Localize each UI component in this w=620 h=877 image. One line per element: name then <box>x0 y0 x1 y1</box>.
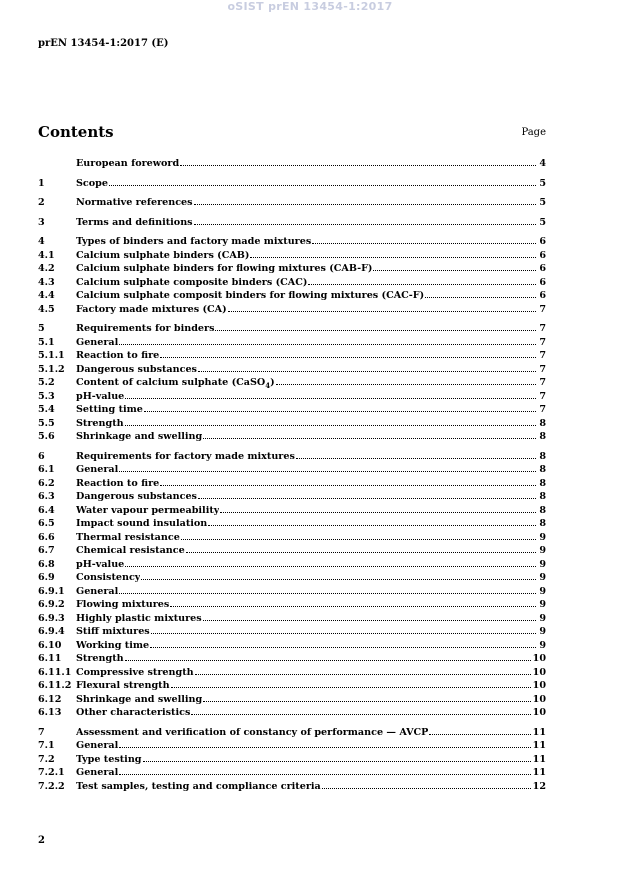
toc-entry[interactable] <box>38 196 546 210</box>
toc-entry[interactable] <box>38 726 546 740</box>
toc-entry-number: 4.2 <box>38 263 55 274</box>
toc-entry-page: 6 <box>539 290 546 301</box>
toc-entry-number: 5.2 <box>38 377 55 388</box>
toc-entry[interactable] <box>38 780 546 794</box>
toc-entry-title: Reaction to fire <box>76 350 160 361</box>
dot-leader <box>150 646 536 648</box>
toc-entry[interactable] <box>38 249 546 263</box>
toc-entry[interactable] <box>38 322 546 336</box>
toc-entry-title: General <box>76 585 119 597</box>
toc-entry[interactable] <box>38 490 546 504</box>
toc-entry-page: 8 <box>539 417 546 429</box>
toc-entry[interactable] <box>38 666 546 680</box>
toc-entry-title: General <box>76 464 119 475</box>
toc-entry-page: 10 <box>532 707 546 718</box>
toc-entry-number: 6.2 <box>38 477 55 489</box>
toc-entry-number: 5.3 <box>38 390 55 402</box>
toc-entry-title: General <box>76 767 119 778</box>
toc-entry-number: 6.13 <box>38 707 62 718</box>
toc-entry-number: 5.4 <box>38 404 55 415</box>
toc-entry[interactable] <box>38 463 546 477</box>
toc-entry-page: 11 <box>532 726 546 738</box>
toc-entry[interactable] <box>38 706 546 720</box>
toc-entry-page: 9 <box>539 572 546 583</box>
toc-entry-title: Working time <box>76 639 150 651</box>
toc-entry[interactable] <box>38 517 546 531</box>
toc-entry-title: pH-value <box>76 558 125 570</box>
dot-leader <box>151 632 536 634</box>
dot-leader <box>208 524 536 526</box>
toc-entry-page: 4 <box>539 158 546 169</box>
toc-entry-title: Factory made mixtures (CA) <box>76 303 227 315</box>
toc-entry-page: 10 <box>532 693 546 705</box>
toc-entry-page: 9 <box>539 585 546 597</box>
dot-leader <box>276 383 536 385</box>
toc-entry-page: 7 <box>539 336 546 348</box>
dot-leader <box>119 592 536 594</box>
toc-entry-title: Terms and definitions <box>76 216 193 228</box>
toc-entry-number: 4.1 <box>38 249 55 261</box>
toc-entry-number: 4 <box>38 236 45 247</box>
dot-leader <box>180 164 536 166</box>
toc-entry[interactable] <box>38 571 546 585</box>
toc-entry-number: 7.2.2 <box>38 780 65 792</box>
toc-entry-page: 9 <box>539 558 546 570</box>
toc-entry[interactable] <box>38 349 546 363</box>
dot-leader <box>125 659 531 661</box>
toc-entry-number: 6.9 <box>38 572 55 583</box>
toc-entry-page: 6 <box>539 263 546 274</box>
toc-entry-page: 9 <box>539 612 546 624</box>
toc-entry[interactable] <box>38 598 546 612</box>
toc-entry[interactable] <box>38 177 546 191</box>
toc-entry[interactable] <box>38 504 546 518</box>
toc-entry-number: 4.5 <box>38 303 55 315</box>
toc-entry-title: European foreword <box>76 158 180 169</box>
dot-leader <box>143 760 531 762</box>
page-column-heading: Page <box>521 127 546 138</box>
toc-entry-page: 6 <box>539 249 546 261</box>
toc-entry-title: Dangerous substances <box>76 363 197 375</box>
toc-entry-number: 4.4 <box>38 290 55 301</box>
toc-entry-page: 5 <box>539 197 546 208</box>
dot-leader <box>125 397 536 399</box>
toc-entry-page: 7 <box>539 404 546 415</box>
toc-entry-number: 2 <box>38 197 45 208</box>
dot-leader <box>194 203 536 205</box>
dot-leader <box>296 457 536 459</box>
toc-entry-title: Shrinkage and swelling <box>76 693 203 705</box>
toc-entry-title: Strength <box>76 417 124 429</box>
dot-leader <box>220 511 536 513</box>
dot-leader <box>203 700 530 702</box>
toc-entry[interactable] <box>38 739 546 753</box>
dot-leader <box>170 605 536 607</box>
dot-leader <box>119 343 536 345</box>
toc-entry-number: 5.1.2 <box>38 363 65 375</box>
toc-entry-title: Test samples, testing and compliance criteria <box>76 780 321 792</box>
toc-entry-title: Impact sound insulation <box>76 518 208 529</box>
toc-entry[interactable] <box>38 276 546 290</box>
toc-entry-page: 8 <box>539 504 546 516</box>
toc-entry[interactable] <box>38 585 546 599</box>
watermark: oSIST prEN 13454-1:2017 <box>227 0 393 13</box>
toc-entry-page: 8 <box>539 491 546 502</box>
toc-entry[interactable] <box>38 336 546 350</box>
dot-leader <box>203 619 536 621</box>
toc-entry-page: 8 <box>539 431 546 442</box>
toc-entry-number: 6.8 <box>38 558 55 570</box>
toc-entry-page: 5 <box>539 177 546 189</box>
dot-leader <box>198 370 536 372</box>
toc-entry[interactable] <box>38 403 546 417</box>
dot-leader <box>144 410 536 412</box>
toc-entry-page: 7 <box>539 363 546 375</box>
toc-entry[interactable] <box>38 430 546 444</box>
dot-leader <box>250 256 536 258</box>
toc-entry-title: Shrinkage and swelling <box>76 431 203 442</box>
toc-entry[interactable] <box>38 303 546 317</box>
toc-entry-title: Type testing <box>76 753 142 765</box>
toc-entry[interactable] <box>38 157 546 171</box>
dot-leader <box>308 283 536 285</box>
toc-entry[interactable] <box>38 289 546 303</box>
toc-entry[interactable] <box>38 417 546 431</box>
toc-entry[interactable] <box>38 639 546 653</box>
dot-leader <box>195 673 531 675</box>
toc-entry-page: 11 <box>532 767 546 778</box>
toc-entry-page: 8 <box>539 450 546 462</box>
toc-entry[interactable] <box>38 235 546 249</box>
toc-entry-page: 10 <box>532 666 546 678</box>
toc-entry-number: 6.9.3 <box>38 612 65 624</box>
toc-entry-title: Compressive strength <box>76 666 194 678</box>
toc-entry-number: 1 <box>38 177 45 189</box>
toc-entry-title: Chemical resistance <box>76 545 185 556</box>
toc-entry[interactable] <box>38 558 546 572</box>
toc-entry-title: Dangerous substances <box>76 491 197 502</box>
dot-leader <box>181 538 536 540</box>
toc-entry-number: 6.9.4 <box>38 626 65 637</box>
toc-entry[interactable] <box>38 262 546 276</box>
toc-entry[interactable] <box>38 612 546 626</box>
toc-entry-page: 7 <box>539 377 546 388</box>
toc-entry-number: 6.1 <box>38 464 55 475</box>
document-id: prEN 13454-1:2017 (E) <box>38 38 169 49</box>
toc-entry-number: 6.12 <box>38 693 62 705</box>
dot-leader <box>228 310 536 312</box>
dot-leader <box>186 551 536 553</box>
toc-entry-title: Normative references <box>76 197 193 208</box>
dot-leader <box>429 733 530 735</box>
dot-leader <box>171 686 531 688</box>
toc-entry-number: 6.3 <box>38 491 55 502</box>
toc-entry-number: 6.4 <box>38 504 55 516</box>
toc-entry-title: Strength <box>76 653 124 664</box>
dot-leader <box>312 242 536 244</box>
toc-entry[interactable] <box>38 544 546 558</box>
dot-leader <box>160 484 536 486</box>
toc-entry-number: 6.11.1 <box>38 666 72 678</box>
toc-entry-number: 4.3 <box>38 276 55 288</box>
toc-entry-title: Content of calcium sulphate (CaSO$_4$) <box>76 377 275 390</box>
table-of-contents <box>38 157 546 793</box>
toc-entry[interactable] <box>38 531 546 545</box>
toc-entry-page: 9 <box>539 599 546 610</box>
toc-entry-page: 8 <box>539 464 546 475</box>
toc-entry-title: Stiff mixtures <box>76 626 150 637</box>
toc-entry-number: 6.10 <box>38 639 62 651</box>
toc-entry-title: Assessment and verification of constancy of performance — AVCP <box>76 726 429 738</box>
dot-leader <box>215 329 536 331</box>
dot-leader <box>119 470 536 472</box>
toc-entry-page: 6 <box>539 236 546 247</box>
toc-entry-page: 6 <box>539 276 546 288</box>
dot-leader <box>425 296 536 298</box>
toc-entry-number: 6.7 <box>38 545 55 556</box>
dot-leader <box>322 787 531 789</box>
toc-entry-number: 6.11.2 <box>38 680 72 691</box>
toc-entry-title: Reaction to fire <box>76 477 160 489</box>
toc-entry-title: Flowing mixtures <box>76 599 170 610</box>
toc-entry-title: Requirements for binders <box>76 323 215 334</box>
dot-leader <box>125 424 536 426</box>
toc-entry-page: 11 <box>532 740 546 751</box>
toc-entry-number: 3 <box>38 216 45 228</box>
toc-entry-number: 6.9.2 <box>38 599 65 610</box>
dot-leader <box>141 578 536 580</box>
toc-entry[interactable] <box>38 753 546 767</box>
toc-entry[interactable] <box>38 363 546 377</box>
toc-entry[interactable] <box>38 652 546 666</box>
toc-entry-number: 6.11 <box>38 653 62 664</box>
toc-entry[interactable] <box>38 477 546 491</box>
toc-entry-title: pH-value <box>76 390 125 402</box>
toc-entry-title: Setting time <box>76 404 143 415</box>
toc-entry-number: 6.9.1 <box>38 585 65 597</box>
toc-entry-title: Calcium sulphate binders (CAB) <box>76 249 250 261</box>
toc-entry-title: General <box>76 336 119 348</box>
dot-leader <box>194 223 536 225</box>
toc-entry-number: 7 <box>38 726 45 738</box>
toc-entry-page: 12 <box>532 780 546 792</box>
toc-entry-page: 7 <box>539 350 546 361</box>
toc-entry-page: 10 <box>532 680 546 691</box>
toc-entry-number: 5.1 <box>38 336 55 348</box>
toc-entry-page: 8 <box>539 518 546 529</box>
dot-leader <box>119 746 530 748</box>
toc-entry-title: Calcium sulphate composite binders (CAC) <box>76 276 308 288</box>
toc-entry-page: 9 <box>539 531 546 543</box>
toc-entry-page: 7 <box>539 390 546 402</box>
toc-entry-title: Flexural strength <box>76 680 170 691</box>
toc-entry-title: Consistency <box>76 572 141 583</box>
toc-entry-title: Thermal resistance <box>76 531 180 543</box>
toc-entry-number: 7.1 <box>38 740 55 751</box>
toc-entry-title: Water vapour permeability <box>76 504 220 516</box>
toc-entry-title: Types of binders and factory made mixtures <box>76 236 312 247</box>
dot-leader <box>198 497 536 499</box>
page-number: 2 <box>38 835 45 846</box>
toc-entry-number: 6.5 <box>38 518 55 529</box>
toc-entry-title: Other characteristics <box>76 707 191 718</box>
toc-entry[interactable] <box>38 450 546 464</box>
toc-entry-number: 7.2 <box>38 753 55 765</box>
contents-title: Contents <box>38 123 114 141</box>
dot-leader <box>191 713 530 715</box>
dot-leader <box>373 269 536 271</box>
toc-entry[interactable] <box>38 390 546 404</box>
dot-leader <box>203 437 536 439</box>
toc-entry-page: 9 <box>539 626 546 637</box>
toc-entry-number: 5.6 <box>38 431 55 442</box>
toc-entry[interactable] <box>38 766 546 780</box>
toc-entry-title: Calcium sulphate composit binders for flowing mixtures (CAC-F) <box>76 290 425 301</box>
toc-entry-page: 8 <box>539 477 546 489</box>
toc-entry-page: 9 <box>539 545 546 556</box>
toc-entry-title: Scope <box>76 177 108 189</box>
toc-entry[interactable] <box>38 216 546 230</box>
toc-entry-page: 7 <box>539 323 546 334</box>
toc-entry-number: 6.6 <box>38 531 55 543</box>
toc-entry-page: 10 <box>532 653 546 664</box>
dot-leader <box>160 356 536 358</box>
toc-entry[interactable] <box>38 625 546 639</box>
toc-entry-page: 9 <box>539 639 546 651</box>
toc-entry-page: 11 <box>532 753 546 765</box>
toc-entry-number: 5.5 <box>38 417 55 429</box>
toc-entry-number: 6 <box>38 450 45 462</box>
toc-entry-number: 7.2.1 <box>38 767 65 778</box>
toc-entry-title: Highly plastic mixtures <box>76 612 202 624</box>
toc-entry-page: 7 <box>539 303 546 315</box>
toc-entry[interactable] <box>38 693 546 707</box>
toc-entry[interactable] <box>38 679 546 693</box>
dot-leader <box>109 184 536 186</box>
toc-entry-title: Calcium sulphate binders for flowing mixtures (CAB-F) <box>76 263 373 274</box>
toc-entry-page: 5 <box>539 216 546 228</box>
dot-leader <box>119 773 530 775</box>
toc-entry-number: 5 <box>38 323 45 334</box>
toc-entry[interactable] <box>38 376 546 390</box>
toc-entry-number: 5.1.1 <box>38 350 65 361</box>
toc-entry-title: General <box>76 740 119 751</box>
dot-leader <box>125 565 536 567</box>
toc-entry-title: Requirements for factory made mixtures <box>76 450 295 462</box>
